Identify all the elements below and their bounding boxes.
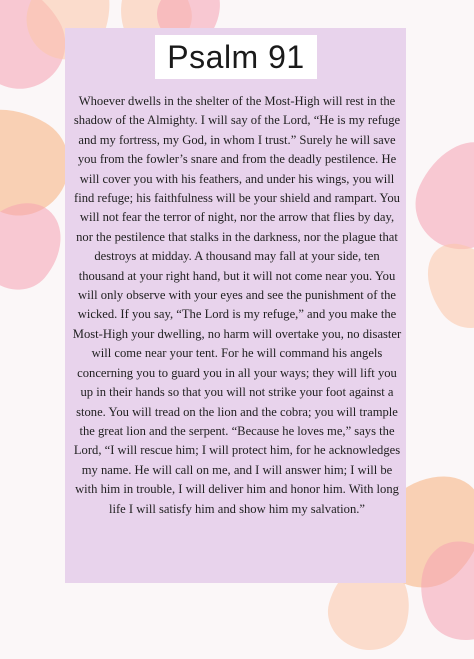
- psalm-text: Whoever dwells in the shelter of the Most-High will rest in the shadow of the Almighty. I will say of the Lord, “He is my refuge and my fortress, my God, in whom I trust.” Surely he will save you from the fowler’s snare and from the deadly pestilence. He will cover you with his feathers, and under his wings, you will find refuge; his faithfulness will be your shield and rampart. You will not fear the terror of night, nor the arrow that flies by day, nor the pestilence that stalks in the darkness, nor the plague that destroys at midday. A thousand may fall at your side, ten thousand at your right hand, but it will not come near you. You will only observe with your eyes and see the punishment of the wicked. If you say, “The Lord is my refuge,” and you make the Most-High your dwelling, no harm will overtake you, no disaster will come near your tent. For he will command his angels concerning you to guard you in all your ways; they will lift you up in their hands so that you will not strike your foot against a stone. You will tread on the lion and the cobra; you will trample the great lion and the serpent. “Because he loves me,” says the Lord, “I will rescue him; I will protect him, for he acknowledges my name. He will call on me, and I will answer him; I will be with him in trouble, I will deliver him and honor him. With long life I will satisfy him and show him my salvation.”: [72, 94, 402, 516]
- decorative-petal: [411, 228, 474, 342]
- decorative-petal: [401, 126, 474, 264]
- page-title: Psalm 91: [167, 38, 305, 75]
- title-box: [155, 35, 317, 79]
